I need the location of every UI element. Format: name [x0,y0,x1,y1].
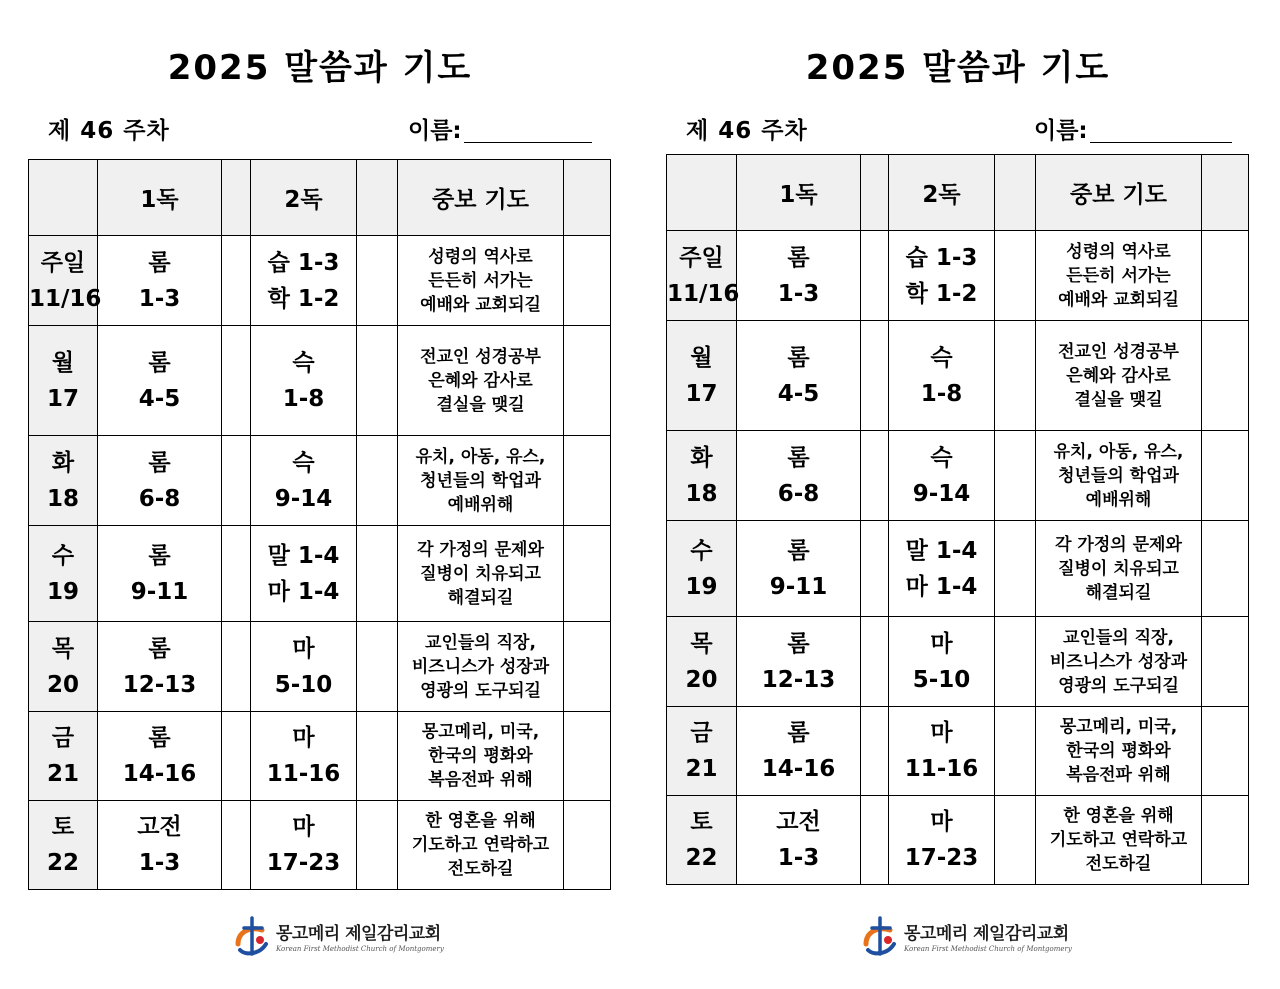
prayer-line: 예배위해 [447,494,514,515]
header-read2: 2독 [889,155,995,231]
read1-cell [737,796,861,885]
read1-chapters: 14-16 [122,761,197,787]
reading-plan-table [666,154,1249,885]
header-read2: 2독 [251,160,357,236]
day-cell [667,796,737,885]
prayer-line: 전교인 성경공부 [420,346,541,367]
table-row [29,236,611,326]
read1-cell [737,231,861,321]
read1-book: 롬 [148,635,171,662]
read1-book: 롬 [787,630,810,657]
read2-line1: 슥 [930,444,953,471]
prayer-line: 한 영혼을 위해 [425,811,536,831]
header-day-cell [667,155,737,231]
prayer-cell [1036,231,1202,321]
read2-cell [251,801,357,890]
header-spacer [222,160,251,236]
read2-cell [889,321,995,431]
prayer-line: 예배와 교회되길 [1058,289,1179,310]
spacer-cell [995,231,1036,321]
read1-book: 롬 [787,537,810,564]
spacer-cell [564,526,611,622]
read2-line1: 마 [292,814,315,840]
spacer-cell [222,712,251,801]
prayer-line: 결실을 맺길 [436,394,525,415]
prayer-cell [1036,796,1202,885]
table-row [667,431,1249,521]
day-cell [29,236,102,326]
prayer-line: 유치, 아동, 유스, [415,446,546,467]
church-name-english: Korean First Methodist Church of Montgomery [904,945,1072,953]
name-label: 이름: [1034,118,1088,144]
prayer-line: 질병이 치유되고 [1058,558,1179,579]
church-logo-icon [232,914,272,958]
prayer-line: 결실을 맺길 [1074,389,1163,410]
day-name: 화 [690,444,713,471]
read1-cell [98,622,222,712]
prayer-line: 한국의 평화와 [428,746,533,766]
read1-book: 롬 [148,449,171,476]
spacer-cell [861,431,889,521]
read1-book: 롬 [148,349,171,376]
spacer-cell [861,796,889,885]
day-name: 수 [690,537,713,564]
week-label: 제 46 주차 [686,118,808,144]
read1-cell [98,801,222,890]
day-name: 토 [51,814,75,840]
read2-line1: 마 [930,630,953,657]
day-date: 22 [685,845,718,871]
spacer-cell [1202,231,1249,321]
day-name: 금 [690,720,713,746]
prayer-line: 전도하길 [1085,854,1152,874]
day-name: 화 [51,449,75,476]
read1-chapters: 12-13 [122,671,197,698]
table-header-row [29,160,611,236]
spacer-cell [564,622,611,712]
spacer-cell [357,526,398,622]
spacer-cell [1202,321,1249,431]
day-date: 11/16 [667,280,740,307]
church-logo-text [276,919,444,953]
read2-line2: 9-14 [274,485,333,512]
spacer-cell [357,326,398,436]
read1-book: 고전 [137,814,182,840]
prayer-line: 교인들의 직장, [1063,627,1174,648]
read2-line1: 말 1-4 [905,537,978,564]
prayer-line: 든든히 서가는 [428,270,533,291]
read2-line2: 학 1-2 [267,285,340,312]
read2-line2: 11-16 [904,756,979,782]
day-cell [29,526,98,622]
day-cell [667,231,740,321]
prayer-line: 한 영혼을 위해 [1063,806,1174,826]
spacer-cell [995,431,1036,521]
read2-line1: 슥 [930,344,953,371]
page-title: 2025 말씀과 기도 [805,48,1111,88]
read2-line2: 1-8 [920,380,963,407]
read2-line1: 마 [930,720,953,746]
church-logo [860,912,1072,960]
read1-cell [98,436,222,526]
prayer-line: 해결되길 [447,587,514,608]
read1-cell [98,712,222,801]
read2-line1: 마 [292,725,315,751]
read2-cell [251,236,357,326]
prayer-line: 전도하길 [447,859,514,879]
prayer-line: 각 가정의 문제와 [1055,534,1182,555]
read2-cell [251,712,357,801]
header-spacer [995,155,1036,231]
read1-book: 롬 [148,542,171,569]
prayer-line: 복음전파 위해 [1066,765,1171,785]
read1-chapters: 1-3 [138,285,181,312]
spacer-cell [861,231,889,321]
spacer-cell [357,236,398,326]
read1-book: 롬 [787,344,810,371]
read1-chapters: 9-11 [769,573,828,600]
spacer-cell [995,707,1036,796]
spacer-cell [222,236,251,326]
church-logo [232,912,444,960]
day-cell [667,431,737,521]
read2-cell [889,617,995,707]
table-row [667,617,1249,707]
spacer-cell [357,436,398,526]
read2-cell [251,326,357,436]
day-name: 주일 [40,249,86,276]
table-row [667,707,1249,796]
prayer-line: 각 가정의 문제와 [417,539,544,560]
day-name: 수 [51,542,75,569]
church-name: 몽고메리 제일감리교회 [276,924,441,944]
prayer-line: 은혜와 감사로 [1066,365,1171,386]
day-name: 목 [51,635,75,662]
day-name: 토 [690,809,713,835]
spacer-cell [357,622,398,712]
table-row [29,622,611,712]
prayer-cell [1036,321,1202,431]
prayer-line: 청년들의 학업과 [1058,465,1179,486]
day-cell [667,707,737,796]
day-date: 20 [685,666,718,693]
day-date: 20 [46,671,79,698]
read1-chapters: 1-3 [777,845,820,871]
read1-book: 롬 [148,725,171,751]
read2-cell [251,436,357,526]
read2-line1: 마 [930,809,953,835]
page-title: 2025 말씀과 기도 [167,48,473,88]
read2-cell [251,622,357,712]
prayer-line: 질병이 치유되고 [420,563,541,584]
read1-book: 고전 [776,809,821,835]
day-date: 21 [685,756,718,782]
church-logo-text [904,919,1072,953]
week-label: 제 46 주차 [48,118,170,144]
prayer-line: 기도하고 연락하고 [1049,830,1188,850]
spacer-cell [861,521,889,617]
name-blank-line [464,142,592,143]
spacer-cell [222,526,251,622]
read2-line2: 11-16 [266,761,341,787]
prayer-cell [398,801,564,890]
spacer-cell [222,436,251,526]
read2-cell [889,796,995,885]
read2-line2: 5-10 [912,666,971,693]
read2-line2: 1-8 [282,385,325,412]
prayer-line: 영광의 도구되길 [420,680,541,701]
name-blank-line [1090,142,1232,143]
spacer-cell [861,321,889,431]
prayer-line: 성령의 역사로 [1066,241,1171,262]
spacer-cell [357,801,398,890]
table-row [29,801,611,890]
header-prayer: 중보 기도 [398,160,564,236]
read2-line1: 말 1-4 [267,542,340,569]
read1-chapters: 4-5 [138,385,181,412]
day-date: 21 [46,761,79,787]
day-name: 목 [690,630,713,657]
prayer-cell [398,436,564,526]
read2-line2: 17-23 [904,845,979,871]
table-row [29,712,611,801]
day-date: 18 [46,485,79,512]
spacer-cell [564,436,611,526]
prayer-cell [398,712,564,801]
read1-chapters: 14-16 [761,756,836,782]
prayer-cell [1036,431,1202,521]
read2-cell [889,431,995,521]
read1-chapters: 6-8 [777,480,820,507]
spacer-cell [564,326,611,436]
bulletin-sheet-right [638,0,1278,989]
prayer-line: 교인들의 직장, [425,632,536,653]
header-spacer [564,160,611,236]
prayer-line: 은혜와 감사로 [428,370,533,391]
spacer-cell [1202,521,1249,617]
spacer-cell [564,236,611,326]
prayer-line: 한국의 평화와 [1066,741,1171,761]
day-date: 17 [46,385,79,412]
prayer-line: 몽고메리, 미국, [1059,717,1178,737]
read2-line2: 17-23 [266,850,341,876]
read2-line1: 슥 [292,349,315,376]
day-cell [667,617,737,707]
prayer-line: 비즈니스가 성장과 [411,656,550,677]
spacer-cell [1202,796,1249,885]
read1-chapters: 4-5 [777,380,820,407]
read2-line1: 슥 [292,449,315,476]
prayer-line: 전교인 성경공부 [1058,341,1179,362]
prayer-cell [1036,617,1202,707]
spacer-cell [995,321,1036,431]
spacer-cell [222,801,251,890]
day-date: 11/16 [29,285,102,312]
read2-line2: 9-14 [912,480,971,507]
header-spacer [1202,155,1249,231]
header-day-cell [29,160,98,236]
header-read1: 1독 [98,160,222,236]
prayer-line: 청년들의 학업과 [420,470,541,491]
day-cell [667,321,737,431]
read2-line2: 5-10 [274,671,333,698]
spacer-cell [1202,431,1249,521]
prayer-line: 든든히 서가는 [1066,265,1171,286]
read2-cell [889,231,995,321]
header-spacer [861,155,889,231]
spacer-cell [1202,707,1249,796]
read1-cell [737,521,861,617]
day-cell [667,521,737,617]
prayer-line: 예배와 교회되길 [420,294,541,315]
spacer-cell [995,521,1036,617]
read2-cell [251,526,357,622]
read2-cell [889,521,995,617]
spacer-cell [995,796,1036,885]
prayer-line: 성령의 역사로 [428,246,533,267]
read1-chapters: 9-11 [130,578,189,605]
prayer-line: 기도하고 연락하고 [411,835,550,855]
day-cell [29,326,98,436]
spacer-cell [357,712,398,801]
read1-book: 롬 [787,444,810,471]
table-row [667,796,1249,885]
read2-line2: 마 1-4 [267,578,340,605]
day-name: 금 [51,725,75,751]
read2-line1: 마 [292,635,315,662]
read1-cell [737,617,861,707]
spacer-cell [222,622,251,712]
prayer-cell [1036,707,1202,796]
header-spacer [357,160,398,236]
day-date: 18 [685,480,718,507]
read2-cell [889,707,995,796]
table-header-row [667,155,1249,231]
church-name: 몽고메리 제일감리교회 [904,924,1069,944]
read2-line2: 학 1-2 [905,280,978,307]
read2-line1: 습 1-3 [267,249,340,276]
prayer-cell [398,326,564,436]
day-date: 19 [685,573,718,600]
header-read1: 1독 [737,155,861,231]
prayer-line: 복음전파 위해 [428,770,533,790]
prayer-line: 해결되길 [1085,582,1152,603]
prayer-cell [398,622,564,712]
read1-chapters: 1-3 [138,850,181,876]
day-cell [29,712,98,801]
day-name: 주일 [679,244,724,271]
read1-cell [98,326,222,436]
name-label: 이름: [408,118,462,144]
read1-cell [737,321,861,431]
read1-book: 롬 [148,249,171,276]
read1-cell [98,526,222,622]
table-row [29,326,611,436]
prayer-cell [1036,521,1202,617]
day-date: 22 [46,850,79,876]
read2-line2: 마 1-4 [905,573,978,600]
read1-book: 롬 [787,720,810,746]
table-row [667,321,1249,431]
table-row [667,231,1249,321]
prayer-line: 비즈니스가 성장과 [1049,651,1188,672]
spacer-cell [995,617,1036,707]
header-prayer: 중보 기도 [1036,155,1202,231]
read1-book: 롬 [787,244,810,271]
day-cell [29,436,98,526]
table-row [29,526,611,622]
prayer-line: 몽고메리, 미국, [421,722,540,742]
spacer-cell [1202,617,1249,707]
prayer-line: 유치, 아동, 유스, [1053,441,1184,462]
day-cell [29,622,98,712]
read1-chapters: 12-13 [761,666,836,693]
day-cell [29,801,98,890]
read2-line1: 습 1-3 [905,244,978,271]
spacer-cell [861,617,889,707]
church-logo-icon [860,914,900,958]
prayer-cell [398,526,564,622]
prayer-cell [398,236,564,326]
prayer-line: 예배위해 [1085,489,1152,510]
day-name: 월 [51,349,75,376]
day-date: 19 [46,578,79,605]
read1-chapters: 1-3 [777,280,820,307]
spacer-cell [564,712,611,801]
reading-plan-table [28,159,611,890]
day-name: 월 [690,344,713,371]
read1-cell [737,431,861,521]
church-name-english: Korean First Methodist Church of Montgomery [276,945,444,953]
spacer-cell [564,801,611,890]
prayer-line: 영광의 도구되길 [1058,675,1179,696]
read1-chapters: 6-8 [138,485,181,512]
table-row [667,521,1249,617]
table-row [29,436,611,526]
spacer-cell [222,326,251,436]
read1-cell [98,236,222,326]
spacer-cell [861,707,889,796]
day-date: 17 [685,380,718,407]
read1-cell [737,707,861,796]
